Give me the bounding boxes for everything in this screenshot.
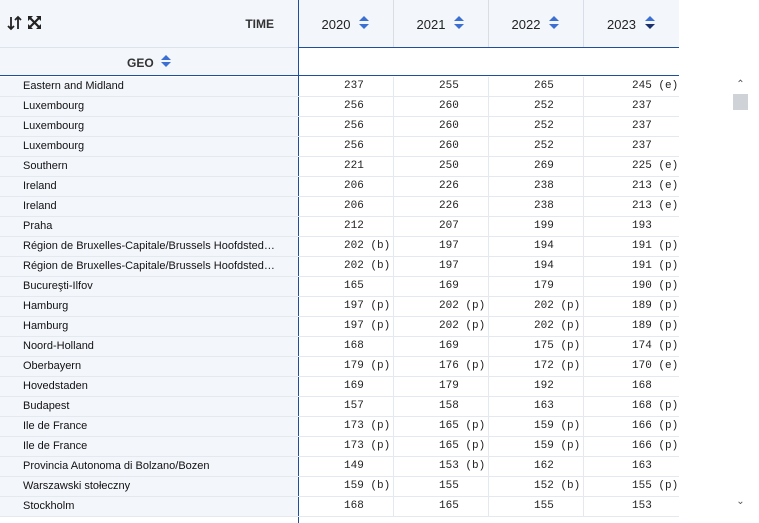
row-geo-label: Stockholm bbox=[0, 497, 298, 516]
table-row bbox=[0, 97, 679, 117]
cell-value: 260 bbox=[394, 117, 489, 136]
cell-value: 269 bbox=[489, 157, 584, 176]
table-row bbox=[0, 417, 679, 437]
cell-value: 213 (e) bbox=[632, 200, 679, 212]
cell-value: 194 bbox=[489, 257, 584, 276]
table-row bbox=[0, 257, 679, 277]
table-row bbox=[0, 477, 679, 497]
cell-value: 159 (b) bbox=[299, 477, 394, 496]
cell-value: 206 bbox=[299, 177, 394, 196]
cell-value: 256 bbox=[299, 137, 394, 156]
table-row bbox=[0, 397, 679, 417]
row-geo-label: Bucureşti-Ilfov bbox=[0, 277, 298, 296]
cell-value: 225 (e) bbox=[632, 160, 679, 172]
cell-value: 159 (p) bbox=[489, 417, 584, 436]
cell-value: 174 (p) bbox=[632, 340, 679, 352]
cell-value: 168 bbox=[299, 497, 394, 516]
time-dimension-label: TIME bbox=[245, 17, 274, 31]
cell-value: 237 bbox=[299, 77, 394, 96]
table-body bbox=[0, 77, 679, 517]
table-row bbox=[0, 337, 679, 357]
cell-value: 169 bbox=[394, 337, 489, 356]
year-label: 2022 bbox=[511, 16, 541, 32]
sort-2021-icon[interactable] bbox=[453, 15, 465, 33]
cell-value: 157 bbox=[299, 397, 394, 416]
cell-value: 153 bbox=[632, 500, 652, 512]
cell-value: 175 (p) bbox=[489, 337, 584, 356]
cell-value: 260 bbox=[394, 97, 489, 116]
row-geo-label: Southern bbox=[0, 157, 298, 176]
cell-value: 237 bbox=[632, 140, 652, 152]
cell-value: 192 bbox=[489, 377, 584, 396]
cell-value: 202 (p) bbox=[489, 297, 584, 316]
cell-value: 165 (p) bbox=[394, 437, 489, 456]
table-row bbox=[0, 217, 679, 237]
cell-value: 212 bbox=[299, 217, 394, 236]
table-row bbox=[0, 297, 679, 317]
sort-2020-icon[interactable] bbox=[358, 15, 370, 33]
geo-dimension-header[interactable] bbox=[127, 54, 172, 71]
cell-value: 179 bbox=[394, 377, 489, 396]
cell-value: 202 (b) bbox=[299, 237, 394, 256]
cell-value: 260 bbox=[394, 137, 489, 156]
table-row bbox=[0, 137, 679, 157]
cell-value: 162 bbox=[489, 457, 584, 476]
year-header-2023[interactable] bbox=[584, 0, 679, 48]
cell-value: 166 (p) bbox=[632, 420, 679, 432]
row-geo-label: Noord-Holland bbox=[0, 337, 298, 356]
year-header-2022[interactable] bbox=[489, 0, 584, 48]
cell-value: 202 (p) bbox=[394, 317, 489, 336]
sort-2022-icon[interactable] bbox=[548, 15, 560, 33]
cell-value: 172 (p) bbox=[489, 357, 584, 376]
cell-value: 176 (p) bbox=[394, 357, 489, 376]
year-label: 2021 bbox=[416, 16, 446, 32]
row-geo-label: Budapest bbox=[0, 397, 298, 416]
cell-value: 265 bbox=[489, 77, 584, 96]
cell-value: 159 (p) bbox=[489, 437, 584, 456]
row-geo-label: Warszawski stołeczny bbox=[0, 477, 298, 496]
year-label: 2023 bbox=[607, 16, 636, 32]
year-header-2021[interactable] bbox=[394, 0, 489, 48]
cell-value: 202 (p) bbox=[394, 297, 489, 316]
cell-value: 221 bbox=[299, 157, 394, 176]
cell-value: 179 (p) bbox=[299, 357, 394, 376]
cell-value: 255 bbox=[394, 77, 489, 96]
cell-value: 256 bbox=[299, 97, 394, 116]
cell-value: 238 bbox=[489, 177, 584, 196]
row-geo-label: Praha bbox=[0, 217, 298, 236]
cell-value: 193 bbox=[632, 220, 652, 232]
vertical-scrollbar[interactable] bbox=[732, 77, 749, 510]
row-geo-label: Luxembourg bbox=[0, 117, 298, 136]
cell-value: 197 (p) bbox=[299, 297, 394, 316]
cell-value: 165 bbox=[394, 497, 489, 516]
cell-value: 252 bbox=[489, 97, 584, 116]
header-corner bbox=[0, 0, 298, 76]
sort-geo-icon[interactable] bbox=[160, 54, 172, 71]
row-geo-label: Ile de France bbox=[0, 437, 298, 456]
cell-value: 169 bbox=[299, 377, 394, 396]
cell-value: 250 bbox=[394, 157, 489, 176]
table-row bbox=[0, 457, 679, 477]
row-geo-label: Oberbayern bbox=[0, 357, 298, 376]
table-row bbox=[0, 157, 679, 177]
row-geo-label: Eastern and Midland bbox=[0, 77, 298, 96]
row-geo-label: Luxembourg bbox=[0, 97, 298, 116]
cell-value: 197 bbox=[394, 237, 489, 256]
cell-value: 168 bbox=[632, 380, 652, 392]
cell-value: 168 (p) bbox=[632, 400, 679, 412]
row-geo-label: Région de Bruxelles-Capitale/Brussels Hoofdsted… bbox=[0, 237, 298, 256]
table-row bbox=[0, 117, 679, 137]
cell-value: 189 (p) bbox=[632, 320, 679, 332]
table-header bbox=[0, 0, 679, 76]
cell-value: 226 bbox=[394, 177, 489, 196]
cell-value: 173 (p) bbox=[299, 437, 394, 456]
cell-value: 238 bbox=[489, 197, 584, 216]
cell-value: 163 bbox=[632, 460, 652, 472]
cell-value: 202 (b) bbox=[299, 257, 394, 276]
geo-dimension-label: GEO bbox=[127, 55, 154, 70]
cell-value: 197 bbox=[394, 257, 489, 276]
year-header-2020[interactable] bbox=[299, 0, 394, 48]
cell-value: 206 bbox=[299, 197, 394, 216]
cell-value: 197 (p) bbox=[299, 317, 394, 336]
cell-value: 199 bbox=[489, 217, 584, 236]
cell-value: 252 bbox=[489, 117, 584, 136]
table-row bbox=[0, 177, 679, 197]
cell-value: 252 bbox=[489, 137, 584, 156]
scroll-thumb[interactable] bbox=[733, 94, 748, 110]
cell-value: 168 bbox=[299, 337, 394, 356]
cell-value: 165 bbox=[299, 277, 394, 296]
cell-value: 213 (e) bbox=[632, 180, 679, 192]
row-geo-label: Ile de France bbox=[0, 417, 298, 436]
sort-arrows-icon[interactable] bbox=[7, 15, 23, 36]
row-geo-label: Hamburg bbox=[0, 297, 298, 316]
cell-value: 237 bbox=[632, 120, 652, 132]
cell-value: 165 (p) bbox=[394, 417, 489, 436]
cell-value: 155 (p) bbox=[632, 480, 679, 492]
cell-value: 256 bbox=[299, 117, 394, 136]
expand-icon[interactable] bbox=[27, 15, 42, 35]
cell-value: 190 (p) bbox=[632, 280, 679, 292]
table-row bbox=[0, 497, 679, 517]
cell-value: 155 bbox=[394, 477, 489, 496]
table-row bbox=[0, 377, 679, 397]
table-row bbox=[0, 437, 679, 457]
cell-value: 237 bbox=[632, 100, 652, 112]
cell-value: 245 (e) bbox=[632, 80, 679, 92]
cell-value: 155 bbox=[489, 497, 584, 516]
cell-value: 191 (p) bbox=[632, 260, 679, 272]
year-label: 2020 bbox=[321, 16, 351, 32]
row-geo-label: Hovedstaden bbox=[0, 377, 298, 396]
cell-value: 207 bbox=[394, 217, 489, 236]
row-geo-label: Luxembourg bbox=[0, 137, 298, 156]
cell-value: 166 (p) bbox=[632, 440, 679, 452]
cell-value: 152 (b) bbox=[489, 477, 584, 496]
row-geo-label: Provincia Autonoma di Bolzano/Bozen bbox=[0, 457, 298, 476]
table-row bbox=[0, 357, 679, 377]
cell-value: 169 bbox=[394, 277, 489, 296]
table-row bbox=[0, 197, 679, 217]
table-row bbox=[0, 237, 679, 257]
cell-value: 173 (p) bbox=[299, 417, 394, 436]
cell-value: 163 bbox=[489, 397, 584, 416]
scroll-up-icon[interactable]: ⌃ bbox=[736, 79, 745, 90]
row-geo-label: Ireland bbox=[0, 177, 298, 196]
table-row bbox=[0, 317, 679, 337]
row-geo-label: Ireland bbox=[0, 197, 298, 216]
cell-value: 189 (p) bbox=[632, 300, 679, 312]
cell-value: 179 bbox=[489, 277, 584, 296]
cell-value: 226 bbox=[394, 197, 489, 216]
cell-value: 158 bbox=[394, 397, 489, 416]
row-geo-label: Région de Bruxelles-Capitale/Brussels Hoofdsted… bbox=[0, 257, 298, 276]
row-geo-label: Hamburg bbox=[0, 317, 298, 336]
cell-value: 149 bbox=[299, 457, 394, 476]
table-row bbox=[0, 277, 679, 297]
sort-2023-icon[interactable] bbox=[644, 15, 656, 33]
cell-value: 170 (e) bbox=[632, 360, 679, 372]
cell-value: 202 (p) bbox=[489, 317, 584, 336]
table-row bbox=[0, 77, 679, 97]
cell-value: 153 (b) bbox=[394, 457, 489, 476]
scroll-down-icon[interactable]: ⌄ bbox=[736, 496, 745, 507]
cell-value: 191 (p) bbox=[632, 240, 679, 252]
cell-value: 194 bbox=[489, 237, 584, 256]
